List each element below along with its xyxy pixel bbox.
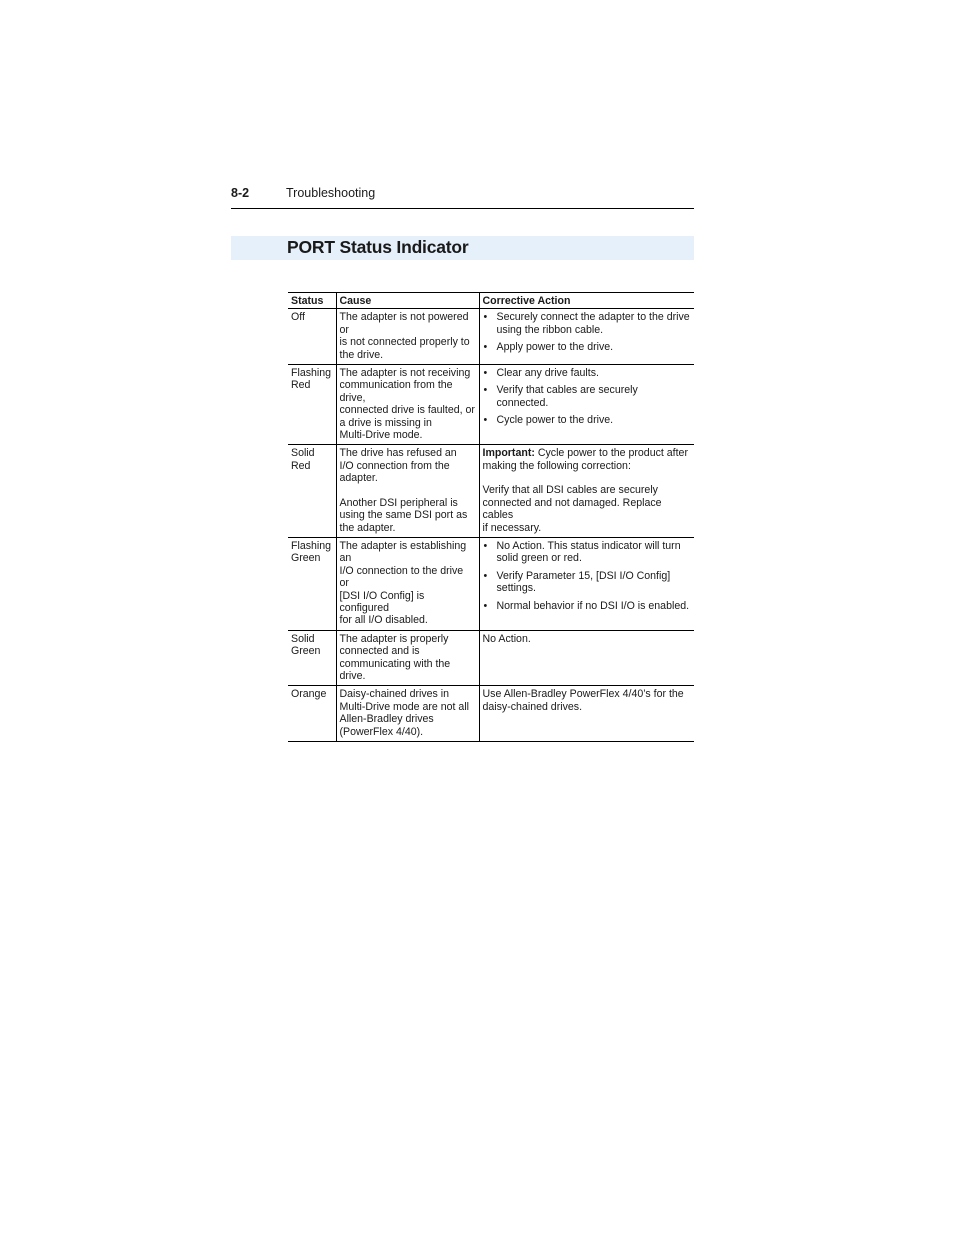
paragraph-gap xyxy=(340,485,476,497)
cause-text: for all I/O disabled. xyxy=(339,614,428,627)
cause-text: Another DSI peripheral is xyxy=(339,496,458,509)
action-text: using the ribbon cable. xyxy=(496,323,604,336)
action-cell xyxy=(479,445,694,537)
section-banner xyxy=(231,236,694,260)
cause-text: connected and is xyxy=(339,645,420,658)
important-text: Cycle power to the product after xyxy=(534,447,688,460)
action-text: No Action. xyxy=(482,632,531,645)
status-text: Red xyxy=(291,379,311,392)
status-text: Green xyxy=(291,645,321,658)
action-text: settings. xyxy=(496,582,536,595)
page-title: PORT Status Indicator xyxy=(287,237,469,257)
cause-text: is not connected properly to xyxy=(339,336,470,349)
action-item xyxy=(483,384,692,409)
action-text: • Cycle power to the drive. xyxy=(496,414,614,427)
cause-cell xyxy=(336,309,479,365)
status-text: Orange xyxy=(291,688,327,701)
cause-text: I/O connection from the xyxy=(339,459,450,472)
action-item xyxy=(483,341,692,353)
cause-text: Multi-Drive mode. xyxy=(339,429,423,442)
status-text: Off xyxy=(291,311,305,324)
cause-text: communication from the drive, xyxy=(339,379,453,404)
cause-text: [DSI I/O Config] is configured xyxy=(339,589,425,614)
action-text: if necessary. xyxy=(482,521,542,534)
action-cell xyxy=(479,686,694,742)
action-text: • Securely connect the adapter to the drive xyxy=(496,311,690,324)
table-row xyxy=(288,309,694,365)
cause-text: connected drive is faulted, or xyxy=(339,404,475,417)
status-table xyxy=(288,292,694,742)
action-text: • Clear any drive faults. xyxy=(496,367,599,380)
cause-text: The adapter is properly xyxy=(339,632,449,645)
column-header-corrective-action: Corrective Action xyxy=(479,293,694,309)
table-row xyxy=(288,630,694,686)
status-text: Flashing xyxy=(291,539,332,552)
action-item xyxy=(483,311,692,336)
action-list xyxy=(483,311,692,353)
table-row xyxy=(288,537,694,630)
action-cell xyxy=(479,537,694,630)
action-text: • Apply power to the drive. xyxy=(496,341,614,354)
action-list xyxy=(483,540,692,612)
cause-text: communicating with the drive. xyxy=(339,657,451,682)
action-item xyxy=(483,600,692,612)
action-text: Verify that all DSI cables are securely xyxy=(482,484,658,497)
cause-text: The adapter is establishing an xyxy=(339,539,467,565)
action-text: • Verify that cables are securely connected. xyxy=(496,384,638,409)
status-text: Solid xyxy=(291,447,315,460)
action-item xyxy=(483,540,692,565)
status-text: Flashing xyxy=(291,367,332,380)
cause-cell xyxy=(336,445,479,537)
column-header-status: Status xyxy=(288,293,336,309)
cause-text: Multi-Drive mode are not all xyxy=(339,700,470,713)
action-list xyxy=(483,367,692,427)
table-row xyxy=(288,686,694,742)
cause-text: adapter. xyxy=(339,472,378,485)
action-text: daisy-chained drives. xyxy=(482,700,583,713)
status-cell xyxy=(288,686,336,742)
cause-cell xyxy=(336,537,479,630)
action-item xyxy=(483,367,692,379)
status-text: Green xyxy=(291,552,321,565)
paragraph-gap xyxy=(483,472,692,484)
table-header-row xyxy=(288,293,694,309)
table-row xyxy=(288,445,694,537)
cause-text: The adapter is not powered or xyxy=(339,311,469,336)
table-row xyxy=(288,365,694,445)
header-rule xyxy=(231,208,694,209)
action-text: • No Action. This status indicator will turn xyxy=(496,539,681,552)
cause-text: I/O connection to the drive or xyxy=(339,564,464,590)
cause-text: Daisy-chained drives in xyxy=(339,688,450,701)
important-note xyxy=(483,447,692,459)
cause-text: The adapter is not receiving xyxy=(339,367,471,380)
important-label: Important: xyxy=(482,447,535,460)
action-text: • Verify Parameter 15, [DSI I/O Config] xyxy=(496,569,671,582)
action-text: • Normal behavior if no DSI I/O is enabled. xyxy=(496,599,690,612)
cause-cell xyxy=(336,365,479,445)
status-text: Solid xyxy=(291,632,315,645)
cause-text: the adapter. xyxy=(339,521,396,534)
important-text: making the following correction: xyxy=(482,459,631,472)
status-text: Red xyxy=(291,459,311,472)
cause-cell xyxy=(336,686,479,742)
action-text: solid green or red. xyxy=(496,552,582,565)
action-cell xyxy=(479,630,694,686)
status-cell xyxy=(288,309,336,365)
status-cell xyxy=(288,365,336,445)
action-text: Use Allen-Bradley PowerFlex 4/40’s for the xyxy=(482,688,684,701)
action-item xyxy=(483,414,692,426)
cause-text: the drive. xyxy=(339,348,384,361)
action-text: connected and not damaged. Replace cables xyxy=(482,496,662,522)
status-cell xyxy=(288,537,336,630)
action-cell xyxy=(479,309,694,365)
cause-text: Allen-Bradley drives xyxy=(339,713,434,726)
column-header-cause: Cause xyxy=(336,293,479,309)
header-section-title: Troubleshooting xyxy=(286,186,376,200)
header-page-number: 8-2 xyxy=(231,186,250,200)
status-cell xyxy=(288,445,336,537)
action-cell xyxy=(479,365,694,445)
cause-text: (PowerFlex 4/40). xyxy=(339,725,424,738)
action-item xyxy=(483,570,692,595)
cause-cell xyxy=(336,630,479,686)
cause-text: a drive is missing in xyxy=(339,416,432,429)
cause-text: using the same DSI port as xyxy=(339,509,468,522)
cause-text: The drive has refused an xyxy=(339,447,457,460)
status-cell xyxy=(288,630,336,686)
